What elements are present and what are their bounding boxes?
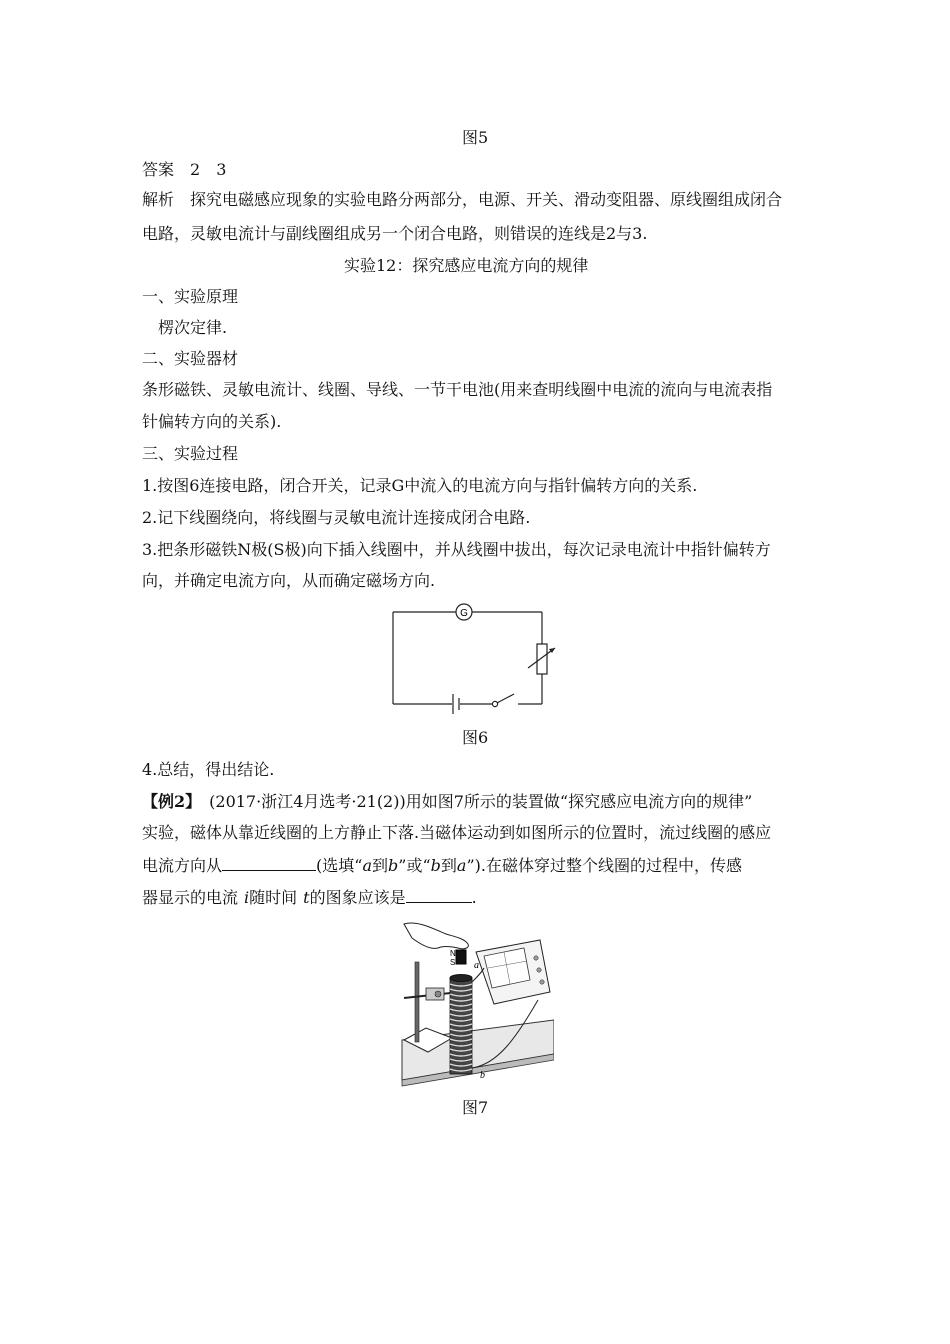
answer-label: 答案 — [142, 160, 175, 179]
word-to: 到 — [372, 856, 389, 875]
fig7-apparatus-illustration — [398, 918, 554, 1090]
magnet-n-label: N — [450, 949, 456, 958]
label-a: a — [474, 960, 479, 971]
section-2-line-1: 条形磁铁、灵敏电流计、线圈、导线、一节干电池(用来查明线圈中电流的流向与电流表指 — [142, 380, 773, 399]
switch-blade — [495, 694, 514, 704]
answer-value-2: 3 — [216, 160, 227, 179]
fig5-caption: 图5 — [462, 128, 489, 147]
fig7-caption: 图7 — [462, 1098, 489, 1117]
answer-blank-1[interactable] — [222, 856, 316, 871]
var-t: t — [303, 888, 310, 907]
section-3-heading: 三、实验过程 — [142, 444, 239, 463]
fig6-caption: 图6 — [462, 728, 489, 747]
word-or: ”或“ — [398, 856, 431, 875]
label-b: b — [480, 1070, 485, 1081]
step-3-line-1: 3.把条形磁铁N极(S极)向下插入线圈中，并从线圈中拔出，每次记录电流计中指针偏转方 — [142, 540, 771, 559]
section-1-text: 楞次定律. — [158, 318, 228, 337]
example-text-4c: 的图象应该是 — [309, 888, 406, 907]
magnet-s-label: S — [450, 958, 456, 967]
step-4: 4.总结，得出结论. — [142, 760, 275, 779]
example-line-1 — [142, 792, 752, 812]
var-b-2: b — [430, 856, 441, 875]
switch-pivot — [492, 701, 497, 706]
var-a-2: a — [456, 856, 467, 875]
hand — [404, 923, 468, 949]
rheostat — [537, 644, 547, 674]
step-2: 2.记下线圈绕向，将线圈与灵敏电流计连接成闭合电路. — [142, 508, 531, 527]
step-1: 1.按图6连接电路，闭合开关，记录G中流入的电流方向与指针偏转方向的关系. — [142, 476, 698, 495]
stand-rod — [415, 962, 419, 1042]
example-text-4b: 随时间 — [249, 888, 298, 907]
example-line-3 — [142, 856, 742, 876]
var-a: a — [362, 856, 372, 875]
example-text-4end: . — [471, 888, 477, 907]
magnet — [456, 950, 466, 964]
analysis-line-1 — [142, 190, 782, 210]
example-text-3b: (选填“ — [316, 856, 363, 875]
example-line-4 — [142, 888, 477, 908]
example-tag: 【例2】 — [142, 792, 202, 811]
analysis-text-1: 探究电磁感应现象的实验电路分两部分，电源、开关、滑动变阻器、原线圈组成闭合 — [190, 190, 783, 209]
analysis-line-2: 电路，灵敏电流计与副线圈组成另一个闭合电路，则错误的连线是2与3. — [142, 224, 648, 243]
var-i: i — [244, 888, 250, 907]
analysis-label: 解析 — [142, 190, 175, 209]
section-2-heading: 二、实验器材 — [142, 349, 239, 368]
example-text-1: (2017·浙江4月选考·21(2))用如图7所示的装置做“探究感应电流方向的规律” — [209, 792, 753, 811]
word-to-2: 到 — [440, 856, 457, 875]
example-text-4a: 器显示的电流 — [142, 888, 239, 907]
fig6-circuit-diagram — [388, 598, 558, 718]
answer-line — [142, 160, 226, 180]
var-b: b — [388, 856, 399, 875]
step-3-line-2: 向，并确定电流方向，从而确定磁场方向. — [142, 571, 436, 590]
section-2-line-2: 针偏转方向的关系). — [142, 412, 282, 431]
answer-blank-2[interactable] — [406, 888, 472, 903]
example-text-3a: 电流方向从 — [142, 856, 223, 875]
example-line-2: 实验，磁体从靠近线圈的上方静止下落.当磁体运动到如图所示的位置时，流过线圈的感应 — [142, 823, 772, 842]
section-1-heading: 一、实验原理 — [142, 287, 239, 306]
answer-value-1: 2 — [190, 160, 201, 179]
galvanometer-label: G — [460, 608, 468, 619]
example-text-3c: ”).在磁体穿过整个线圈的过程中，传感 — [466, 856, 742, 875]
experiment-title: 实验12：探究感应电流方向的规律 — [344, 256, 589, 275]
